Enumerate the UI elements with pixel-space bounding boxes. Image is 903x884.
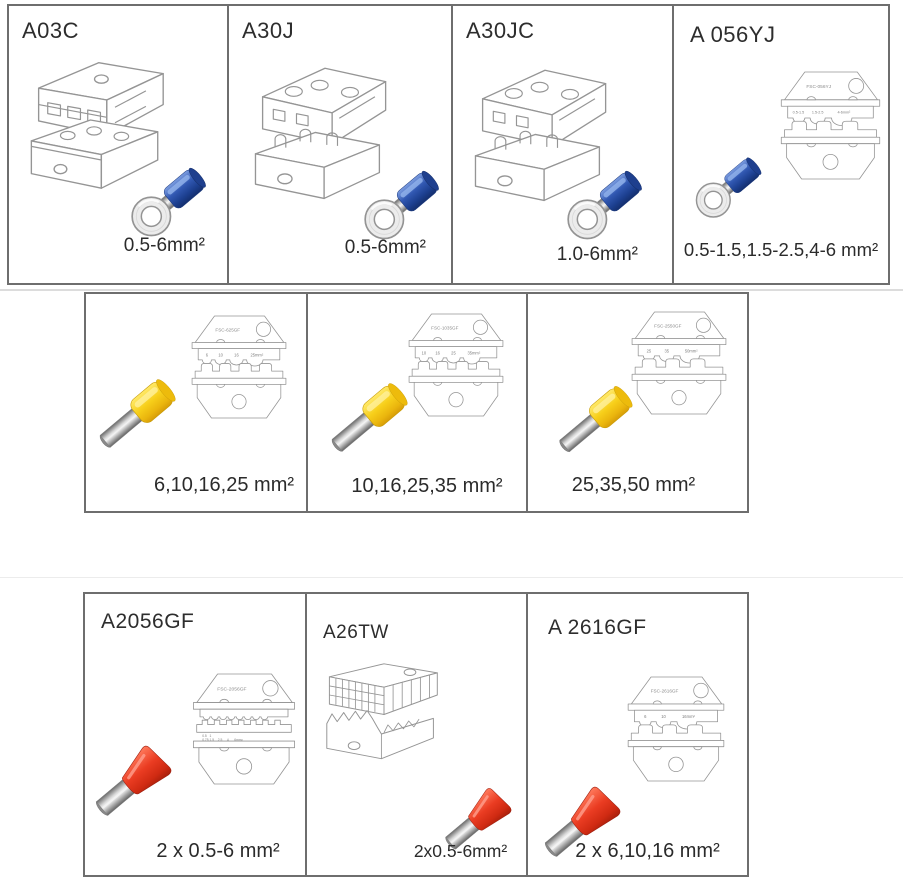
panel-title: A 2616GF xyxy=(548,616,647,639)
die-slot-label-row1: 0.5 1 xyxy=(202,734,212,739)
blue-ring-terminal-image xyxy=(118,148,218,248)
die-drawing-flat xyxy=(189,660,299,798)
wire-size-label: 10,16,25,35 mm² xyxy=(351,475,503,497)
die-slot-label-row2: 0.75 1.5 2.5 4 6mm² xyxy=(202,737,243,742)
panel-title: A 056YJ xyxy=(690,22,776,47)
die-slot-label: 16mm² xyxy=(682,714,695,720)
die-drawing-flat xyxy=(188,306,290,428)
panel-title: A30JC xyxy=(466,18,535,43)
red-twin-ferrule-image xyxy=(91,716,196,821)
panel-1035gf xyxy=(306,292,528,513)
wire-size-label: 0.5-6mm² xyxy=(123,235,205,256)
die-slot-label: 10 xyxy=(421,350,427,356)
die-marking: FSC-2056GF xyxy=(217,687,247,693)
wire-size-label: 0.5-1.5,1.5-2.5,4-6 mm² xyxy=(683,239,879,260)
die-slot-label: 1.5-2.5 xyxy=(811,110,824,115)
die-drawing-flat xyxy=(777,62,884,189)
die-slot-label: 25mm² xyxy=(250,352,264,358)
blue-ring-terminal-image xyxy=(684,140,772,228)
blue-ring-terminal-image xyxy=(351,151,451,251)
yellow-ferrule-image xyxy=(550,354,658,462)
die-slot-label: 35mm² xyxy=(467,350,481,356)
wire-size-label: 2 x 0.5-6 mm² xyxy=(156,840,280,862)
die-slot-label: 35 xyxy=(664,348,670,354)
die-marking: FSC-056YJ xyxy=(806,85,832,91)
wire-size-label: 6,10,16,25 mm² xyxy=(153,474,295,496)
top-row xyxy=(7,4,890,285)
panel-2550gf xyxy=(526,292,749,513)
panel-a2056gf xyxy=(83,592,307,877)
panel-title: A30J xyxy=(242,18,295,43)
yellow-ferrule-image xyxy=(322,350,434,462)
panel-title: A26TW xyxy=(323,622,389,643)
die-slot-label: 6 xyxy=(644,714,647,720)
die-slot-label: 10 xyxy=(661,714,666,720)
wire-size-label: 1.0-6mm² xyxy=(556,244,638,265)
bottom-row xyxy=(83,592,749,877)
wire-size-label: 0.5-6mm² xyxy=(344,237,426,258)
panel-title: A03C xyxy=(22,18,80,43)
panel-a03c xyxy=(7,4,229,285)
die-drawing-isometric-ribbed xyxy=(319,652,449,764)
wire-size-label: 2x0.5-6mm² xyxy=(413,841,508,861)
panel-625gf xyxy=(84,292,308,513)
die-marking: FSC-1035GF xyxy=(431,325,459,331)
die-slot-label: 16 xyxy=(435,350,440,356)
yellow-ferrule-image xyxy=(90,346,202,458)
blue-ring-terminal-image xyxy=(554,151,654,251)
panel-a056yj xyxy=(672,4,890,285)
wire-size-label: 2 x 6,10,16 mm² xyxy=(575,840,720,862)
panel-a30j xyxy=(227,4,453,285)
die-slot-label: 0.5-1.5 xyxy=(792,110,805,115)
die-slot-label: 10 xyxy=(218,352,223,358)
die-slot-label: 6 xyxy=(205,352,209,358)
die-slot-label: 25 xyxy=(646,348,652,354)
die-slot-label: 50mm² xyxy=(684,348,698,354)
die-marking: FSC-2616GF xyxy=(650,688,679,694)
die-marking: FSC-625GF xyxy=(215,327,241,333)
die-marking: FSC-2550GF xyxy=(654,323,682,329)
wire-size-label: 25,35,50 mm² xyxy=(571,474,696,496)
panel-a2616gf xyxy=(526,592,749,877)
panel-title: A2056GF xyxy=(101,610,195,633)
panel-a26tw xyxy=(305,592,528,877)
panel-a30jc xyxy=(451,4,674,285)
middle-row xyxy=(84,292,749,513)
die-slot-label: 4-6mm² xyxy=(837,110,851,115)
die-slot-label: 25 xyxy=(451,350,456,356)
die-slot-label: 16 xyxy=(234,352,239,358)
divider-line-bottom xyxy=(0,577,903,578)
divider-line-top xyxy=(0,289,903,291)
